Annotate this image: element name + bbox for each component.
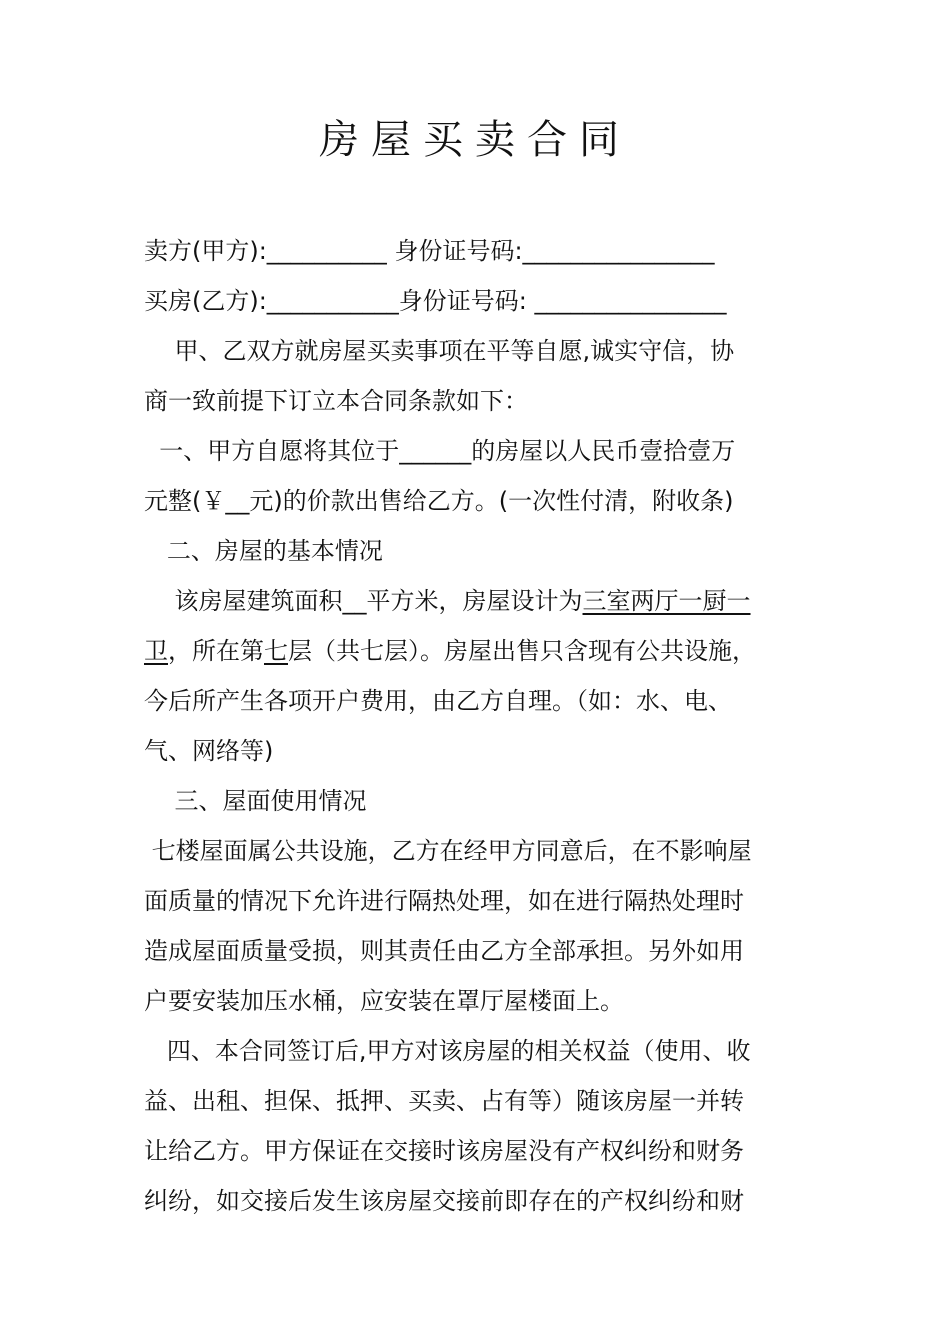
clause-2-text-c: 层（共七层）。房屋出售只含现有公共设施，: [288, 637, 756, 665]
clause-1-line-2: 元整(￥__元)的价款出售给乙方。(一次性付清，附收条): [144, 487, 734, 515]
clause-2-line-2: [144, 626, 834, 676]
clause-4-line-4: 纠纷，如交接后发生该房屋交接前即存在的产权纠纷和财: [144, 1187, 744, 1215]
clause-4-line-2: 益、出租、担保、抵押、买卖、占有等）随该房屋一并转: [144, 1087, 744, 1115]
clause-4-line-3: 让给乙方。甲方保证在交接时该房屋没有产权纠纷和财务: [144, 1137, 744, 1165]
clause-2-line-1: [144, 576, 834, 626]
clause-3-line-1: 七楼屋面属公共设施，乙方在经甲方同意后，在不影响屋: [144, 837, 752, 865]
clause-1-line-1: 一、甲方自愿将其位于______的房屋以人民币壹拾壹万: [144, 437, 736, 465]
preamble-line-1: 甲、乙双方就房屋买卖事项在平等自愿,诚实守信，协: [144, 337, 735, 365]
document-title: 房屋买卖合同: [319, 117, 631, 163]
clause-2-text-a: 该房屋建筑面积__平方米，房屋设计为: [144, 587, 583, 615]
bathroom-underlined: 卫: [144, 637, 168, 665]
clause-2-text-b: ，所在第: [168, 637, 264, 665]
room-layout-underlined: 三室两厅一厨一: [582, 587, 751, 615]
seller-line: 卖方(甲方):__________ 身份证号码:________________: [144, 237, 715, 265]
buyer-line: 买房(乙方):___________身份证号码: ________________: [144, 287, 727, 315]
floor-number-underlined: 七: [264, 637, 288, 665]
clause-3-heading: 三、屋面使用情况: [144, 787, 367, 815]
clause-3-line-3: 造成屋面质量受损，则其责任由乙方全部承担。另外如用: [144, 937, 744, 965]
preamble-line-2: 商一致前提下订立本合同条款如下：: [144, 387, 528, 415]
clause-2-heading: 二、房屋的基本情况: [144, 537, 383, 565]
clause-4-line-1: 四、本合同签订后,甲方对该房屋的相关权益（使用、收: [144, 1037, 751, 1065]
clause-2-line-3: 今后所产生各项开户费用，由乙方自理。（如：水、电、: [144, 687, 732, 715]
clause-2-line-4: 气、网络等): [144, 737, 274, 765]
clause-3-line-2: 面质量的情况下允许进行隔热处理，如在进行隔热处理时: [144, 887, 744, 915]
clause-3-line-4: 户要安装加压水桶，应安装在罩厅屋楼面上。: [144, 987, 624, 1015]
